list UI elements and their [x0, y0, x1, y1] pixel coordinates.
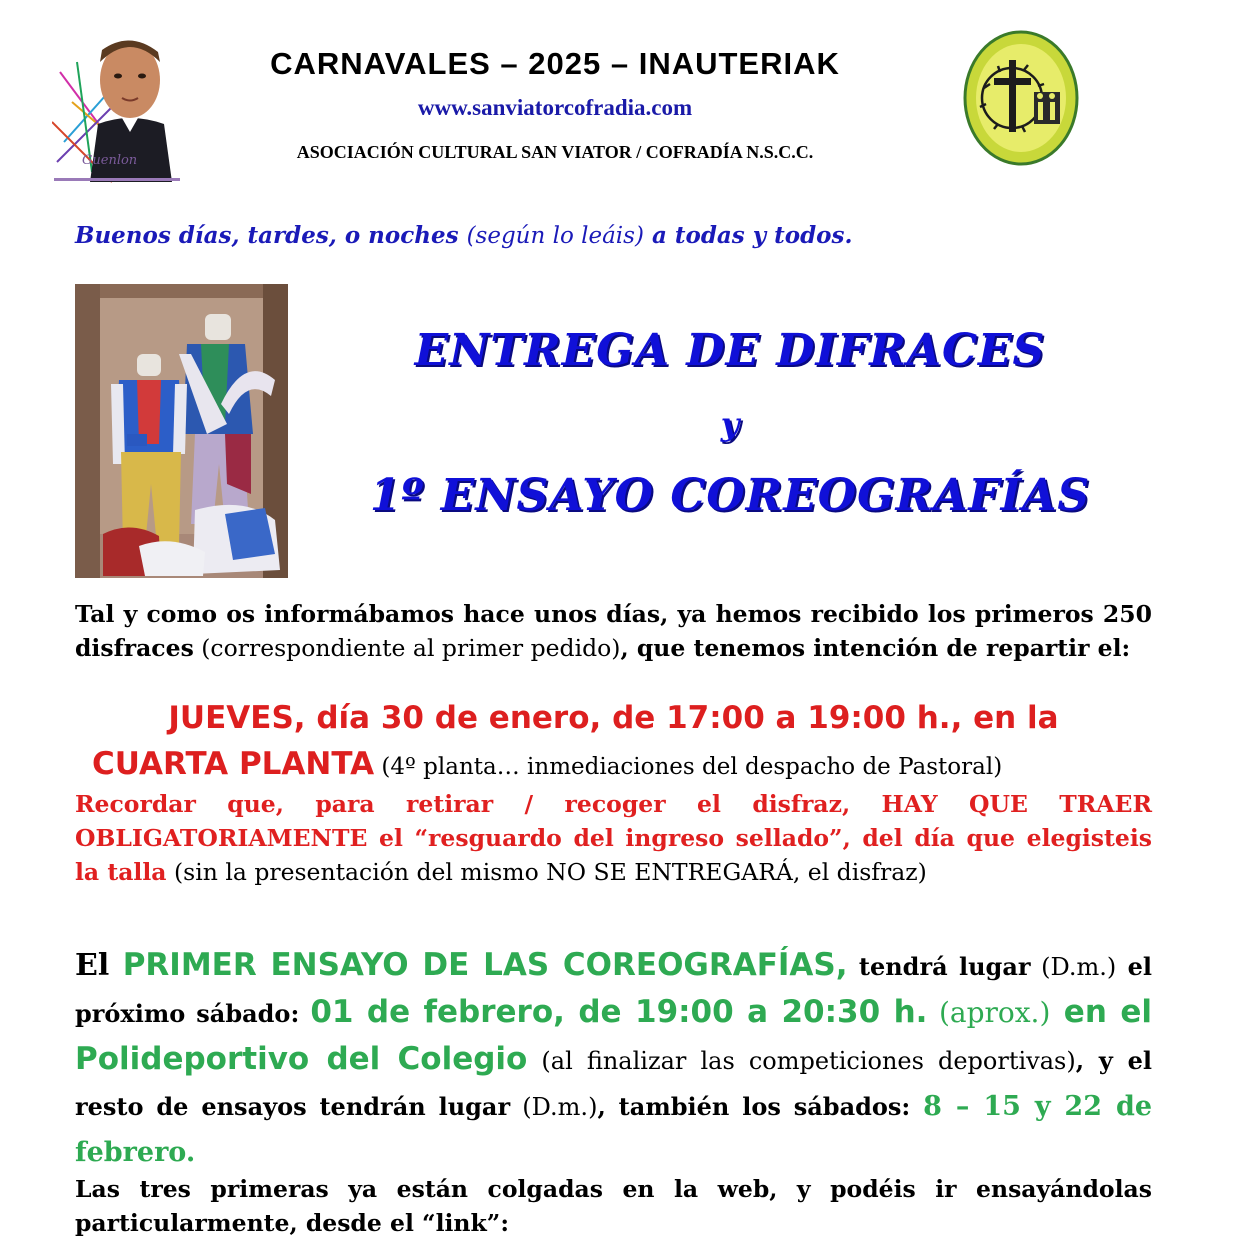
header-website-link[interactable]: www.sanviatorcofradia.com [417, 95, 693, 120]
rehearsal-tendra: tendrá lugar [847, 952, 1031, 981]
intro-paragraph [75, 597, 1152, 665]
headline-line-2: y [720, 405, 740, 443]
greeting [75, 222, 852, 249]
rehearsal-after-competitions: (al finalizar las competiciones deportivas) [527, 1047, 1076, 1075]
rehearsal-date: 01 de febrero, de 19:00 a 20:30 h. [310, 994, 928, 1030]
receipt-reminder [75, 787, 1152, 889]
receipt-reminder-note: (sin la presentación del mismo NO SE ENTREGARÁ, el disfraz) [166, 858, 927, 886]
web-paragraph: Las tres primeras ya están colgadas en la web, y podéis ir ensayándolas particularmente, desde el “link”: [75, 1175, 1152, 1237]
rehearsal-dm-1: (D.m.) [1030, 953, 1117, 981]
svg-text:Guenlon: Guenlon [82, 153, 138, 168]
rehearsal-dates: 8 – 15 y 22 de febrero. [75, 1091, 1152, 1168]
rehearsal-saturdays: , también los sábados: [597, 1092, 924, 1121]
rehearsal-dm-2: (D.m.) [510, 1093, 598, 1121]
intro-aside: (correspondiente al primer pedido) [193, 634, 621, 662]
rehearsal-rest: , y el resto de ensayos tendrán lugar [75, 1046, 1153, 1121]
headline-line-3: 1º ENSAYO COREOGRAFÍAS [369, 470, 1091, 521]
costumes-photo [75, 284, 288, 578]
delivery-floor: CUARTA PLANTA [92, 746, 375, 782]
delivery-floor-note: (4º planta… inmediaciones del despacho de Pastoral) [374, 754, 1003, 780]
intro-text: Tal y como os informábamos hace unos días, ya hemos recibido los primeros 250 disfraces [75, 600, 1152, 662]
intro-end: , que tenemos intención de repartir el: [620, 634, 1131, 662]
header-title: CARNAVALES – 2025 – INAUTERIAK [270, 46, 840, 81]
rehearsal-title: PRIMER ENSAYO DE LAS COREOGRAFÍAS, [122, 947, 848, 983]
receipt-reminder-text: Recordar que, para retirar / recoger el disfraz, HAY QUE TRAER OBLIGATORIAMENTE el “resguardo del ingreso sellado”, del día que elegisteis la talla [75, 790, 1152, 886]
delivery-location [92, 746, 1002, 782]
rehearsal-location: en el Polideportivo del Colegio [75, 994, 1152, 1077]
headline-line-1: ENTREGA DE DIFRACES [414, 325, 1046, 376]
rehearsal-next-saturday: el próximo sábado: [75, 952, 1152, 1028]
greeting-main: Buenos días, tardes, o noches [75, 222, 467, 249]
greeting-end: a todas y todos. [643, 222, 853, 249]
delivery-date: JUEVES, día 30 de enero, de 17:00 a 19:00 h., en la [168, 700, 1059, 736]
greeting-aside: (según lo leáis) [466, 223, 644, 249]
rehearsal-el: El [75, 948, 123, 983]
saint-portrait-logo [52, 32, 182, 190]
rehearsal-paragraph [75, 943, 1152, 1176]
header-association: ASOCIACIÓN CULTURAL SAN VIATOR / COFRADÍA N.S.C.C. [296, 142, 814, 162]
cofradia-emblem-logo [962, 30, 1080, 166]
rehearsal-approx: (aprox.) [927, 996, 1051, 1029]
